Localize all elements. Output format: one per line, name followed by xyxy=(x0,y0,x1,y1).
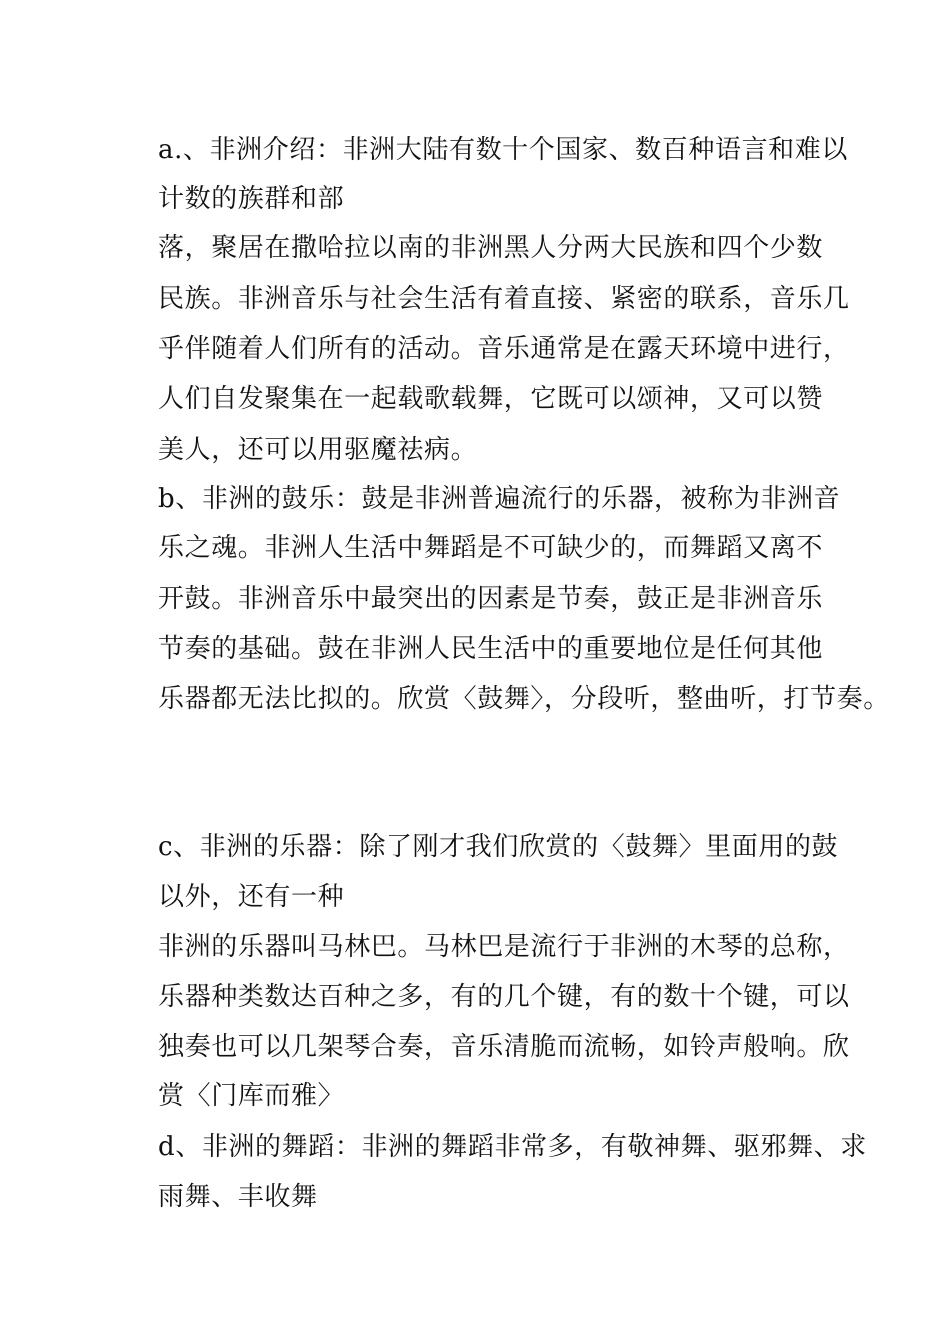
text-line: b、非洲的鼓乐：鼓是非洲普遍流行的乐器，被称为非洲音 xyxy=(158,484,841,514)
text-line: 赏〈门库而雅〉 xyxy=(158,1081,345,1111)
text-line: d、非洲的舞蹈：非洲的舞蹈非常多，有敬神舞、驱邪舞、求 xyxy=(158,1132,867,1162)
text-line: 乎伴随着人们所有的活动。音乐通常是在露天环境中进行， xyxy=(158,334,850,364)
text-line: 乐器种类数达百种之多，有的几个键，有的数十个键，可以 xyxy=(158,982,850,1012)
text-line: 美人，还可以用驱魔祛病。 xyxy=(158,435,478,465)
text-line: 乐器都无法比拟的。欣赏〈鼓舞〉，分段听，整曲听，打节奏。 xyxy=(158,684,890,714)
text-line: 雨舞、丰收舞 xyxy=(158,1182,318,1212)
text-line: 民族。非洲音乐与社会生活有着直接、紧密的联系，音乐几 xyxy=(158,284,850,314)
text-line: 计数的族群和部 xyxy=(158,184,345,214)
text-line: 乐之魂。非洲人生活中舞蹈是不可缺少的，而舞蹈又离不 xyxy=(158,533,824,563)
text-line: 非洲的乐器叫马林巴。马林巴是流行于非洲的木琴的总称， xyxy=(158,932,850,962)
text-line: 人们自发聚集在一起载歌载舞，它既可以颂神，又可以赞 xyxy=(158,384,824,414)
text-line: 开鼓。非洲音乐中最突出的因素是节奏，鼓正是非洲音乐 xyxy=(158,584,824,614)
text-line: 落，聚居在撒哈拉以南的非洲黑人分两大民族和四个少数 xyxy=(158,233,824,263)
text-line: c、非洲的乐器：除了刚才我们欣赏的〈鼓舞〉里面用的鼓 xyxy=(158,832,839,862)
text-line: 独奏也可以几架琴合奏，音乐清脆而流畅，如铃声般响。欣 xyxy=(158,1032,850,1062)
text-line: 节奏的基础。鼓在非洲人民生活中的重要地位是任何其他 xyxy=(158,634,824,664)
text-line: 以外，还有一种 xyxy=(158,882,345,912)
text-line: a.、非洲介绍：非洲大陆有数十个国家、数百种语言和难以 xyxy=(158,135,848,165)
